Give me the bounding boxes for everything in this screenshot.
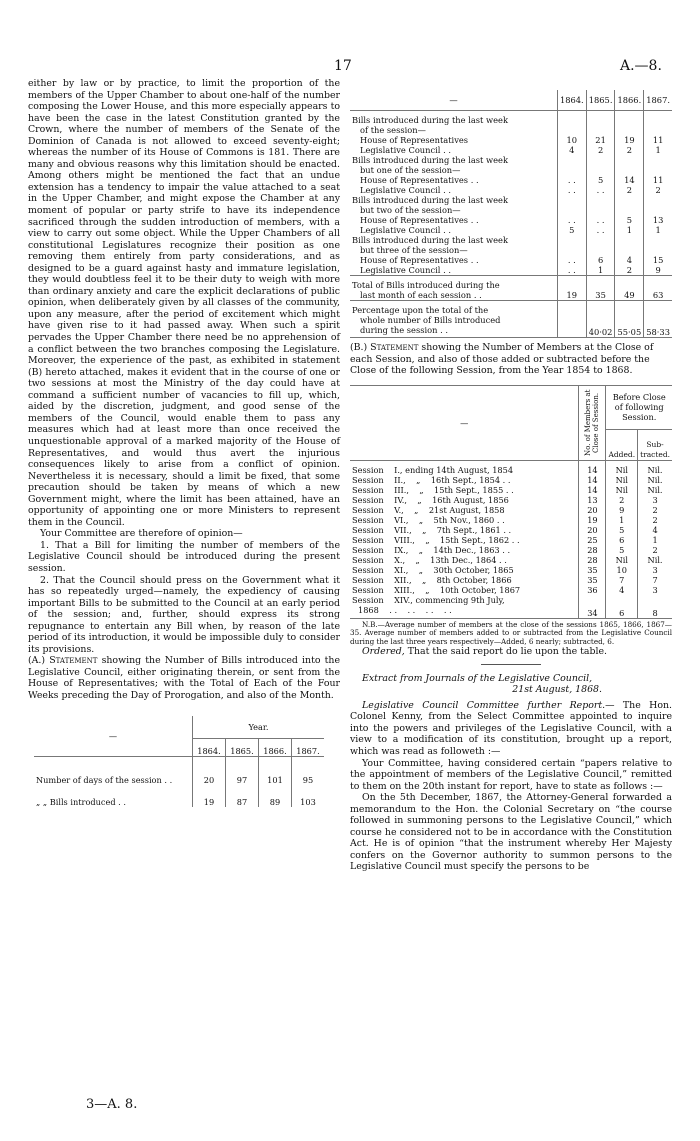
cell: 10 bbox=[557, 135, 586, 145]
cell: 3 bbox=[638, 585, 672, 595]
lcc-paragraph bbox=[350, 700, 672, 758]
cell: . . bbox=[557, 175, 586, 185]
cell: 5 bbox=[606, 545, 638, 555]
note: N.B.—Average number of members at the close of the sessions 1865, 1866, 1867—35. Average number of members added to or subtracted from the Legislative Council during the last three years respectively—Added, 6 nearly; subtracted, 6. bbox=[350, 619, 672, 646]
days-bills-table: — Year. 1864. 1865. 1866. 1867. Number of days of the session . . 20 97 101 95 „ „ Bills introduced . . 19 87 89 103 bbox=[34, 716, 324, 807]
cell: 19 bbox=[193, 785, 226, 807]
cell: Nil. bbox=[638, 460, 672, 475]
cell bbox=[586, 125, 615, 135]
cell: 19 bbox=[579, 515, 606, 525]
cell: 3 bbox=[638, 495, 672, 505]
table-row bbox=[350, 195, 672, 205]
cell bbox=[557, 125, 586, 135]
cell: 1 bbox=[638, 535, 672, 545]
cell: . . bbox=[557, 215, 586, 225]
year-cell: 1864. bbox=[557, 90, 586, 111]
cell bbox=[606, 595, 638, 605]
cell bbox=[557, 165, 586, 175]
year-cell: 1866. bbox=[259, 738, 292, 756]
cell: 28 bbox=[579, 545, 606, 555]
cell bbox=[586, 111, 615, 126]
cell bbox=[586, 195, 615, 205]
row-label: Session VII., „ 7th Sept., 1861 . . bbox=[352, 524, 512, 535]
table-row bbox=[350, 595, 672, 605]
statement-a-text: showing the Number of Bills introduced into the Legislative Council, either originating therein, or sent from the House of Representatives; with the Total of Each of the Four Weeks preceding the Day of Prorogation, and also of the Month. bbox=[28, 655, 340, 701]
cell: 2 bbox=[638, 515, 672, 525]
row-label: but three of the session— bbox=[360, 245, 468, 255]
cell: 58·33 bbox=[644, 301, 672, 338]
cell: 55·05 bbox=[615, 301, 644, 338]
cell: Nil bbox=[606, 485, 638, 495]
cell: 5 bbox=[615, 215, 644, 225]
cell: . . bbox=[557, 265, 586, 276]
paragraph-point-2: 2. That the Council should press on the Government what it has so repeatedly urged—namely, the expediency of causing important Bills to be submitted to the Council at an early period of the session; and, further, should express its strong repugnance to entertain any Bill when, by reason of the late period of its introduction, it would be impossible duly to consider its provisions. bbox=[28, 574, 340, 655]
cell: 2 bbox=[615, 265, 644, 276]
row-label: Legislative Council . . bbox=[360, 185, 451, 195]
cell bbox=[615, 125, 644, 135]
table-row bbox=[350, 165, 672, 175]
cell: 103 bbox=[292, 785, 325, 807]
table-row bbox=[350, 555, 672, 565]
cell bbox=[644, 165, 672, 175]
table-row bbox=[350, 545, 672, 555]
paragraph-limitation: either by law or by practice, to limit the proportion of the members of the Upper Chamber to about one-half of the number composing the Lower House, and this more especially appears to have been the case in the latest Constitution granted by the Crown, where the number of members of the Senate of the Dominion of Canada is not allowed to exceed seventy-eight; whereas the number of its House of Commons is 181. There are many and obvious reasons why this limitation should be enacted. Among others might be mentioned the fact that an undue extension has a tendency to impair the value attached to a seat in the Upper Chamber, and might expose the Chamber at any moment of popular or party strife to have its independence sacrificed through the sudden introduction of members, with a view to carry out some object. While the Upper Chambers of all constitutional Legislatures recognize their position as one removing them entirely from party considerations, and as designed to be a guard against hasty and immature legislation, they would doubtless feel it to be their duty to weigh with more than ordinary anxiety and care the explicit declarations of public opinion, when deliberately given by all classes of the community, upon any measure, after the period of excitement which might have given rise to it had passed away. When such a spirit pervades the Upper Chamber there need be no apprehension of a conflict between the two branches composing the Legislature. Moreover, the experience of the past, as exhibited in statement (B) hereto attached, makes it evident that in the course of one or two sessions at most the Ministry of the day could have at command a sufficient number of vacancies to fill up, which, aided by the discretion, judgment, and good sense of the members of the Council, would enable them to pass any measures which had at least more than once received the unquestionable approval of a marked majority of the House of Representatives, and would thus avert the injurious consequences likely to arise from a conflict of opinion. Nevertheless it is necessary, should a limit be fixed, that some precaution should be taken by means of which a new Government might, where the limit has been attained, have an opportunity of appointing one or more Ministers to represent them in the Council. bbox=[28, 78, 340, 528]
cell: 20 bbox=[579, 505, 606, 515]
row-label: Session V., „ 21st August, 1858 bbox=[352, 504, 505, 515]
total-label-line: last month of each session . . bbox=[360, 290, 482, 300]
year-header: Year. bbox=[193, 716, 325, 739]
row-label: Session XIV., commencing 9th July, bbox=[352, 594, 505, 605]
cell: 6 bbox=[586, 255, 615, 265]
table-row bbox=[350, 585, 672, 595]
row-label: Session X., „ 13th Dec., 1864 . . bbox=[352, 554, 507, 565]
row-label: of the session— bbox=[360, 125, 426, 135]
cell: 2 bbox=[644, 185, 672, 195]
row-label: Session VI., „ 5th Nov., 1860 . . bbox=[352, 514, 505, 525]
row-label: Session XI., „ 30th October, 1865 bbox=[352, 564, 514, 575]
table-row bbox=[350, 235, 672, 245]
row-label: Session XII., „ 8th October, 1866 bbox=[352, 574, 512, 585]
cell: 97 bbox=[226, 756, 259, 785]
cell bbox=[557, 155, 586, 165]
statement-a-lead: (A.) Statement bbox=[28, 655, 98, 667]
year-cell: 1865. bbox=[226, 738, 259, 756]
cell: 4 bbox=[606, 585, 638, 595]
cell bbox=[586, 235, 615, 245]
cell: 1 bbox=[615, 225, 644, 235]
cell: 13 bbox=[644, 215, 672, 225]
row-label: Session II., „ 16th Sept., 1854 . . bbox=[352, 474, 511, 485]
statement-b-lead: (B.) Statement bbox=[350, 342, 419, 353]
lcc-text: The Hon. Colonel Kenny, from the Select Committee appointed to inquire into the powers and privileges of the Legislative Council, with a view to a modification of its constitution, brought up a report, which was read as followeth :— bbox=[350, 699, 672, 757]
pct-label-line: Percentage upon the total of the bbox=[352, 305, 489, 315]
cell bbox=[557, 301, 586, 338]
table-row bbox=[350, 605, 672, 618]
cell: 5 bbox=[606, 525, 638, 535]
members-header-text: No. of Members at Close of Session. bbox=[584, 389, 601, 456]
cell: 6 bbox=[606, 605, 638, 618]
cell: 14 bbox=[579, 475, 606, 485]
cell: 34 bbox=[579, 605, 606, 618]
row-label: Bills introduced during the last week bbox=[352, 195, 508, 205]
pct-label bbox=[350, 301, 557, 338]
table-row bbox=[350, 265, 672, 276]
page-number: 17 bbox=[334, 58, 352, 74]
cell bbox=[615, 245, 644, 255]
ordered-text: That the said report do lie upon the table. bbox=[404, 646, 608, 658]
cell: . . bbox=[586, 225, 615, 235]
row-label: House of Representatives bbox=[360, 135, 469, 145]
table-row bbox=[350, 225, 672, 235]
table-row bbox=[350, 125, 672, 135]
cell bbox=[644, 245, 672, 255]
cell: 1 bbox=[644, 225, 672, 235]
cell: 35 bbox=[579, 565, 606, 575]
paragraph-opinion: Your Committee are therefore of opinion— bbox=[40, 528, 243, 540]
cell: 63 bbox=[644, 276, 672, 301]
cell: 3 bbox=[638, 565, 672, 575]
table-row bbox=[350, 475, 672, 485]
cell: 25 bbox=[579, 535, 606, 545]
cell bbox=[586, 245, 615, 255]
cell: . . bbox=[586, 185, 615, 195]
table-row bbox=[350, 145, 672, 155]
cell: 4 bbox=[557, 145, 586, 155]
members-header bbox=[579, 385, 606, 460]
cell: 49 bbox=[615, 276, 644, 301]
cell bbox=[644, 111, 672, 126]
row-label: Session I., ending 14th August, 1854 bbox=[352, 464, 514, 475]
cell bbox=[615, 195, 644, 205]
row-label: House of Representatives . . bbox=[360, 255, 479, 265]
cell: 19 bbox=[615, 135, 644, 145]
cell: Nil. bbox=[638, 475, 672, 485]
cell bbox=[615, 205, 644, 215]
cell bbox=[557, 111, 586, 126]
cell bbox=[586, 205, 615, 215]
row-label: Legislative Council . . bbox=[360, 145, 451, 155]
statement-b-heading bbox=[350, 342, 672, 377]
cell: 35 bbox=[579, 575, 606, 585]
right-column bbox=[350, 88, 672, 873]
cell: Nil bbox=[606, 555, 638, 565]
table-row bbox=[34, 785, 324, 807]
cell: 2 bbox=[586, 145, 615, 155]
cell: 7 bbox=[606, 575, 638, 585]
pct-label-line: during the session . . bbox=[360, 325, 449, 335]
cell: 15 bbox=[644, 255, 672, 265]
row-label: Bills introduced during the last week bbox=[352, 235, 508, 245]
cell: 2 bbox=[615, 185, 644, 195]
lcc-italic: Legislative Council Committee further Report.— bbox=[362, 699, 615, 711]
table-row bbox=[350, 135, 672, 145]
cell: 1 bbox=[586, 265, 615, 276]
cell: 89 bbox=[259, 785, 292, 807]
divider bbox=[481, 664, 541, 665]
table-row bbox=[350, 535, 672, 545]
cell: 9 bbox=[644, 265, 672, 276]
table-dash: — bbox=[350, 385, 579, 460]
statement-b-text: showing the Number of Members at the Close of each Session, and also of those added or subtracted before the Close of the following Session, from the Year 1854 to 1868. bbox=[350, 342, 654, 377]
extract-date: 21st August, 1868. bbox=[512, 684, 602, 696]
total-label bbox=[350, 276, 557, 301]
ordered-italic: Ordered, bbox=[362, 646, 405, 658]
added-header: Added. bbox=[606, 430, 638, 460]
table-row bbox=[350, 111, 672, 126]
table-row bbox=[350, 255, 672, 265]
row-label: Bills introduced during the last week bbox=[352, 155, 508, 165]
ordered-paragraph bbox=[350, 646, 672, 658]
table-row bbox=[350, 495, 672, 505]
cell bbox=[615, 111, 644, 126]
cell bbox=[615, 165, 644, 175]
table-row bbox=[350, 175, 672, 185]
cell: 20 bbox=[579, 525, 606, 535]
cell: 20 bbox=[193, 756, 226, 785]
table-row bbox=[350, 505, 672, 515]
cell: 2 bbox=[615, 145, 644, 155]
row-label: House of Representatives . . bbox=[360, 175, 479, 185]
cell: . . bbox=[586, 215, 615, 225]
year-cell: 1867. bbox=[292, 738, 325, 756]
cell: Nil bbox=[606, 475, 638, 485]
cell: 4 bbox=[638, 525, 672, 535]
document-reference: A.—8. bbox=[620, 58, 662, 74]
cell: Nil. bbox=[638, 485, 672, 495]
table-row bbox=[350, 525, 672, 535]
cell: . . bbox=[557, 255, 586, 265]
table-row bbox=[350, 205, 672, 215]
row-label: Session VIII., „ 15th Sept., 1862 . . bbox=[352, 534, 520, 545]
bills-weeks-body bbox=[350, 111, 672, 276]
left-column bbox=[28, 78, 340, 807]
extract-title: Extract from Journals of the Legislative Council, bbox=[362, 672, 593, 684]
cell: 5 bbox=[586, 175, 615, 185]
row-label: „ „ Bills introduced . . bbox=[36, 796, 126, 807]
cell: Nil bbox=[606, 460, 638, 475]
cell: 101 bbox=[259, 756, 292, 785]
total-label-line: Total of Bills introduced during the bbox=[352, 280, 500, 290]
cell bbox=[586, 165, 615, 175]
table-row bbox=[350, 565, 672, 575]
cell: 7 bbox=[638, 575, 672, 585]
cell: 36 bbox=[579, 585, 606, 595]
cell bbox=[557, 235, 586, 245]
cell: 5 bbox=[557, 225, 586, 235]
table-row bbox=[350, 155, 672, 165]
table-dash: — bbox=[350, 90, 557, 111]
row-label: Legislative Council . . bbox=[360, 225, 451, 235]
year-cell: 1866. bbox=[615, 90, 644, 111]
members-table bbox=[350, 385, 672, 618]
cell bbox=[557, 205, 586, 215]
divider bbox=[350, 337, 672, 338]
cell: 35 bbox=[586, 276, 615, 301]
table-row bbox=[350, 185, 672, 195]
cell: 9 bbox=[606, 505, 638, 515]
table-row bbox=[34, 756, 324, 785]
row-label: Legislative Council . . bbox=[360, 265, 451, 275]
year-cell: 1867. bbox=[644, 90, 672, 111]
row-label: but two of the session— bbox=[360, 205, 461, 215]
cell: Nil. bbox=[638, 555, 672, 565]
cell: 14 bbox=[615, 175, 644, 185]
cell: 87 bbox=[226, 785, 259, 807]
cell bbox=[557, 245, 586, 255]
row-label: but one of the session— bbox=[360, 165, 461, 175]
cell bbox=[644, 155, 672, 165]
cell bbox=[644, 195, 672, 205]
subtracted-header: Sub-tracted. bbox=[638, 430, 672, 460]
members-body bbox=[350, 460, 672, 618]
cell bbox=[557, 195, 586, 205]
table-row bbox=[350, 215, 672, 225]
cell: 19 bbox=[557, 276, 586, 301]
row-label: Session XIII., „ 10th October, 1867 bbox=[352, 584, 521, 595]
cell: 11 bbox=[644, 135, 672, 145]
december-paragraph: On the 5th December, 1867, the Attorney-General forwarded a memorandum to the Hon. the Colonial Secretary on “the course followed in summoning persons to the Legislative Council,” which course he considered not to be in accordance with the Constitution Act. He is of opinion “that the instrument whereby Her Majesty confers on the Governor authority to summon persons to the Legislative Council must specify the persons to be bbox=[350, 792, 672, 873]
row-label: Number of days of the session . . bbox=[36, 774, 173, 785]
cell bbox=[615, 235, 644, 245]
cell bbox=[638, 595, 672, 605]
cell: 2 bbox=[638, 505, 672, 515]
cell: 13 bbox=[579, 495, 606, 505]
cell: 14 bbox=[579, 460, 606, 475]
cell: 8 bbox=[638, 605, 672, 618]
page-signature: 3—A. 8. bbox=[86, 1097, 138, 1112]
table-row bbox=[350, 515, 672, 525]
row-label: Session III., „ 15th Sept., 1855 . . bbox=[352, 484, 514, 495]
table-row bbox=[350, 245, 672, 255]
bills-weeks-table bbox=[350, 90, 672, 337]
paragraph-point-1: 1. That a Bill for limiting the number of members of the Legislative Council should be introduced during the present session. bbox=[28, 539, 340, 574]
row-label: 1868 . . . . . . . . bbox=[358, 604, 452, 615]
cell bbox=[644, 235, 672, 245]
row-label: Session IX., „ 14th Dec., 1863 . . bbox=[352, 544, 511, 555]
cell: 1 bbox=[644, 145, 672, 155]
cell: 2 bbox=[638, 545, 672, 555]
cell: 4 bbox=[615, 255, 644, 265]
row-label: House of Representatives . . bbox=[360, 215, 479, 225]
year-cell: 1864. bbox=[193, 738, 226, 756]
cell: 1 bbox=[606, 515, 638, 525]
row-label: Session IV., „ 16th August, 1856 bbox=[352, 494, 509, 505]
year-cell: 1865. bbox=[586, 90, 615, 111]
table-row bbox=[350, 485, 672, 495]
table-row bbox=[350, 460, 672, 475]
cell bbox=[615, 155, 644, 165]
cell: 95 bbox=[292, 756, 325, 785]
table-row bbox=[350, 301, 672, 338]
cell: 14 bbox=[579, 485, 606, 495]
divider bbox=[350, 618, 672, 619]
cell bbox=[579, 595, 606, 605]
following-session-header: Before Close of following Session. bbox=[606, 385, 672, 430]
cell: 40·02 bbox=[586, 301, 615, 338]
cell: 28 bbox=[579, 555, 606, 565]
pct-label-line: whole number of Bills introduced bbox=[360, 315, 501, 325]
row-label: Bills introduced during the last week bbox=[352, 115, 508, 125]
statement-a-heading bbox=[28, 655, 340, 701]
table-row bbox=[350, 276, 672, 301]
cell: 11 bbox=[644, 175, 672, 185]
cell bbox=[644, 125, 672, 135]
cell: 6 bbox=[606, 535, 638, 545]
cell: 2 bbox=[606, 495, 638, 505]
cell: 10 bbox=[606, 565, 638, 575]
cell: 21 bbox=[586, 135, 615, 145]
cell: . . bbox=[557, 185, 586, 195]
cell bbox=[644, 205, 672, 215]
cell bbox=[586, 155, 615, 165]
table-row bbox=[350, 575, 672, 585]
committee-paragraph: Your Committee, having considered certain “papers relative to the appointment of members of the Legislative Council,” remitted to them on the 20th instant for report, have to state as follows :— bbox=[350, 757, 672, 792]
